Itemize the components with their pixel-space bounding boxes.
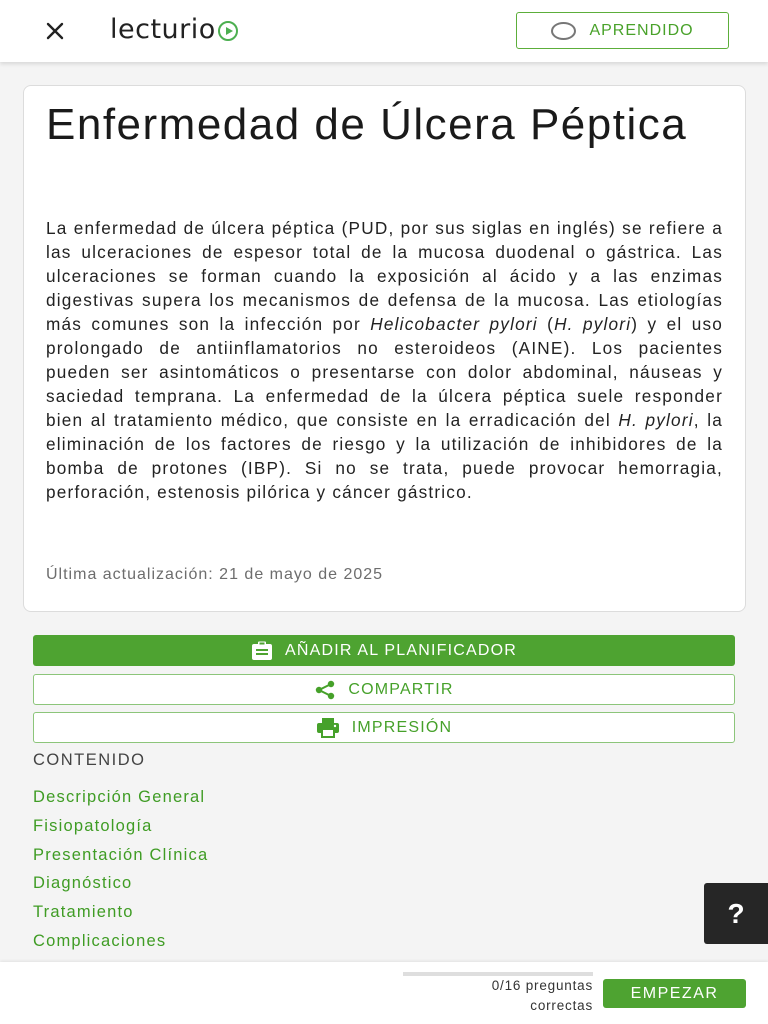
- add-to-planner-label: AÑADIR AL PLANIFICADOR: [284, 641, 518, 659]
- summary-emphasis: Helicobacter pylori: [370, 314, 538, 334]
- logo-play-icon: [218, 21, 238, 41]
- lecturio-logo[interactable]: [110, 14, 238, 44]
- clipboard-icon: [251, 641, 273, 661]
- print-label: IMPRESIÓN: [351, 718, 453, 736]
- summary-emphasis: H. pylori: [618, 410, 694, 430]
- last-updated: Última actualización: 21 de mayo de 2025: [46, 566, 384, 583]
- quiz-status: [470, 976, 593, 1016]
- page-title: Enfermedad de Úlcera Péptica: [46, 100, 688, 149]
- close-button[interactable]: [40, 16, 70, 46]
- learned-button[interactable]: [516, 12, 729, 49]
- summary-text: ) y el uso prolongado de antiinflamatorios no esteroideos (AINE). Los pacientes pueden ser asintomáticos o presentarse con dolor abdominal, náuseas y saciedad temprana. La enfermedad de la úlcera péptica suele responder bien al tratamiento médico, que consiste en la erradicación del: [46, 314, 724, 430]
- toc-item-fisiopatologia[interactable]: Fisiopatología: [33, 816, 153, 835]
- printer-icon: [316, 718, 340, 738]
- summary-text: , la eliminación de los factores de riesgo y la utilización de inhibidores de la bomba de protones (IBP). Si no se trata, puede provocar hemorragia, perforación, estenosis pilórica y cáncer gástrico.: [46, 410, 723, 502]
- quiz-bar: [0, 962, 768, 1024]
- start-quiz-button[interactable]: EMPEZAR: [603, 979, 746, 1008]
- circle-outline-icon: [551, 22, 576, 40]
- article-summary: [46, 216, 723, 504]
- help-button[interactable]: ?: [704, 883, 768, 944]
- summary-emphasis: H. pylori: [554, 314, 632, 334]
- print-button[interactable]: [33, 712, 735, 743]
- toc-item-tratamiento[interactable]: Tratamiento: [33, 903, 134, 922]
- quiz-status-line2: correctas: [530, 998, 593, 1013]
- share-button[interactable]: [33, 674, 735, 705]
- logo-text: lecturio: [110, 13, 216, 45]
- share-label: COMPARTIR: [348, 680, 454, 698]
- close-icon: [45, 21, 65, 41]
- toc-item-descripcion-general[interactable]: Descripción General: [33, 788, 206, 806]
- top-bar: [0, 0, 768, 62]
- contents-heading: CONTENIDO: [33, 751, 146, 769]
- learned-label: APRENDIDO: [589, 21, 694, 39]
- share-icon: [314, 680, 336, 700]
- add-to-planner-button[interactable]: [33, 635, 735, 666]
- toc-item-presentacion-clinica[interactable]: Presentación Clínica: [33, 845, 209, 864]
- toc-item-complicaciones[interactable]: Complicaciones: [33, 931, 167, 950]
- toc-item-diagnostico[interactable]: Diagnóstico: [33, 874, 133, 893]
- summary-text: La enfermedad de úlcera péptica (PUD, por sus siglas en inglés) se refiere a las ulceraciones de espesor total de la mucosa duodenal o gástrica. Las ulceraciones se forman cuando la exposición al ácido y a las enzimas digestivas supera los mecanismos de defensa de la mucosa. Las etiologías más comunes son la infección por: [46, 218, 723, 334]
- article-card: [23, 85, 746, 612]
- table-of-contents: [33, 786, 208, 959]
- quiz-status-line1: 0/16 preguntas: [491, 978, 593, 993]
- summary-text: (: [537, 314, 555, 334]
